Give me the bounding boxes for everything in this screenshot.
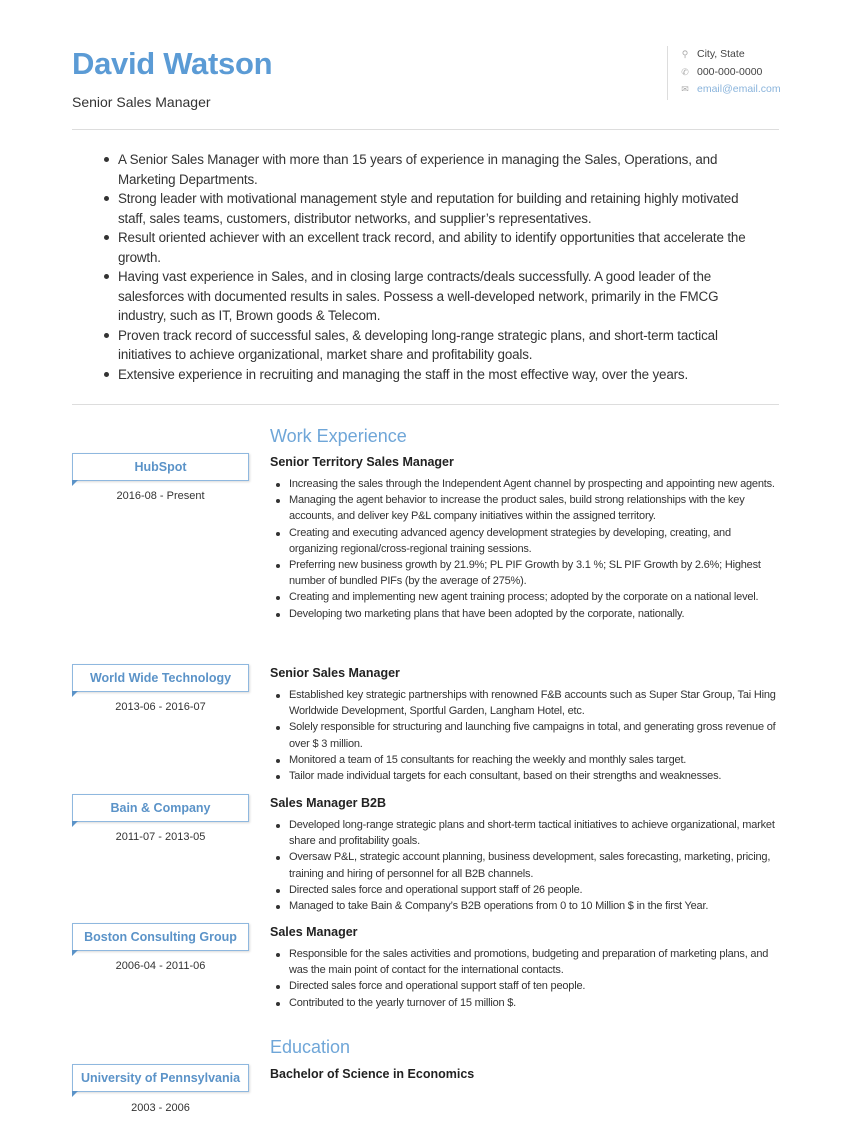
job-entry	[270, 454, 780, 622]
job-bullet: Monitored a team of 15 consultants for reaching the weekly and monthly sales target.	[270, 752, 780, 768]
job-bullet: Established key strategic partnerships with renowned F&B accounts such as Super Star Group, Tai Hing Worldwide Development, Sportful Garden, Langham Hotel, etc.	[270, 687, 780, 719]
job-entry	[270, 665, 780, 784]
candidate-title: Senior Sales Manager	[72, 94, 211, 110]
degree: Bachelor of Science in Economics	[270, 1067, 475, 1081]
job-bullets	[270, 687, 780, 784]
divider	[72, 404, 779, 405]
education-entry	[270, 1066, 780, 1088]
job-bullet: Directed sales force and operational support staff of 26 people.	[270, 882, 780, 898]
job-bullet: Managed to take Bain & Company’s B2B operations from 0 to 10 Million $ in the first Year.	[270, 898, 780, 914]
summary-item: A Senior Sales Manager with more than 15 years of experience in managing the Sales, Operations, and Marketing Departments.	[100, 150, 765, 189]
job-dates: 2011-07 - 2013-05	[115, 831, 206, 843]
section-heading-education: Education	[270, 1037, 351, 1057]
job-entry	[270, 924, 780, 1011]
job-bullet: Directed sales force and operational support staff of ten people.	[270, 978, 780, 994]
section-heading-work: Work Experience	[270, 426, 407, 446]
summary-item: Proven track record of successful sales, & developing long-range strategic plans, and short-term tactical initiatives to achieve organizational, market share and profitability goals.	[100, 326, 765, 365]
job-bullet: Oversaw P&L, strategic account planning, business development, sales forecasting, marketing, pricing, training and hiring of personnel for all B2B channels.	[270, 849, 780, 881]
envelope-icon: ✉	[681, 84, 689, 94]
summary-item: Having vast experience in Sales, and in closing large contracts/deals successfully. A good leader of the salesforces with documented results in sales. Possess a well-developed network, primarily in the FMCG industry, such as IT, Brown goods & Telecom.	[100, 267, 765, 326]
job-bullet: Increasing the sales through the Independent Agent channel by prospecting and appointing new agents.	[270, 476, 780, 492]
job-bullet: Creating and executing advanced agency development strategies by developing, creating, and organizing regional/cross-regional training sessions.	[270, 525, 780, 557]
contact-info	[667, 46, 781, 100]
map-pin-icon: ⚲	[681, 49, 689, 59]
summary-list	[100, 150, 765, 384]
summary-item: Extensive experience in recruiting and managing the staff in the most effective way, over the years.	[100, 365, 765, 385]
job-dates: 2016-08 - Present	[116, 490, 205, 502]
job-title: Sales Manager	[270, 925, 358, 939]
candidate-name: David Watson	[72, 46, 273, 81]
job-dates: 2006-04 - 2011-06	[115, 960, 206, 972]
phone-icon: ✆	[681, 66, 689, 77]
job-bullets	[270, 476, 780, 622]
company-name: Boston Consulting Group	[72, 923, 249, 951]
location: City, State	[697, 48, 745, 60]
job-dates: 2013-06 - 2016-07	[115, 701, 206, 713]
job-bullets	[270, 817, 780, 914]
company-name: HubSpot	[72, 453, 249, 481]
job-bullets	[270, 946, 780, 1011]
job-bullet: Tailor made individual targets for each consultant, based on their strengths and weaknesses.	[270, 768, 780, 784]
job-title: Sales Manager B2B	[270, 796, 387, 810]
job-bullet: Developed long-range strategic plans and short-term tactical initiatives to achieve organizational, market share and profitability goals.	[270, 817, 780, 849]
job-title: Senior Territory Sales Manager	[270, 455, 454, 469]
summary-item: Result oriented achiever with an excellent track record, and ability to identify opportunities that accelerate the growth.	[100, 228, 765, 267]
education-dates: 2003 - 2006	[131, 1102, 190, 1114]
job-bullet: Creating and implementing new agent training process; adopted by the corporate on a national level.	[270, 589, 780, 605]
job-entry	[270, 795, 780, 914]
divider	[72, 129, 779, 130]
school-name: University of Pennsylvania	[72, 1064, 249, 1092]
company-name: Bain & Company	[72, 794, 249, 822]
job-bullet: Contributed to the yearly turnover of 15 million $.	[270, 995, 780, 1011]
summary-item: Strong leader with motivational management style and reputation for building and retaining highly motivated staff, sales teams, customers, distributor networks, and supplier’s representatives.	[100, 189, 765, 228]
job-title: Senior Sales Manager	[270, 666, 400, 680]
company-name: World Wide Technology	[72, 664, 249, 692]
email-link[interactable]: email@email.com	[697, 83, 781, 95]
job-bullet: Developing two marketing plans that have been adopted by the corporate, nationally.	[270, 606, 780, 622]
phone: 000-000-0000	[697, 65, 763, 78]
job-bullet: Solely responsible for structuring and launching five campaigns in total, and generating gross revenue of over $ 3 million.	[270, 719, 780, 751]
job-bullet: Managing the agent behavior to increase the product sales, build strong relationships with the key accounts, and deliver key P&L company initiatives within the assigned territory.	[270, 492, 780, 524]
job-bullet: Preferring new business growth by 21.9%; PL PIF Growth by 3.1 %; SL PIF Growth by 2.6%; Highest number of bundled PIFs (by the average of 275%).	[270, 557, 780, 589]
job-bullet: Responsible for the sales activities and promotions, budgeting and preparation of marketing plans, and was the main point of contact for the international contacts.	[270, 946, 780, 978]
